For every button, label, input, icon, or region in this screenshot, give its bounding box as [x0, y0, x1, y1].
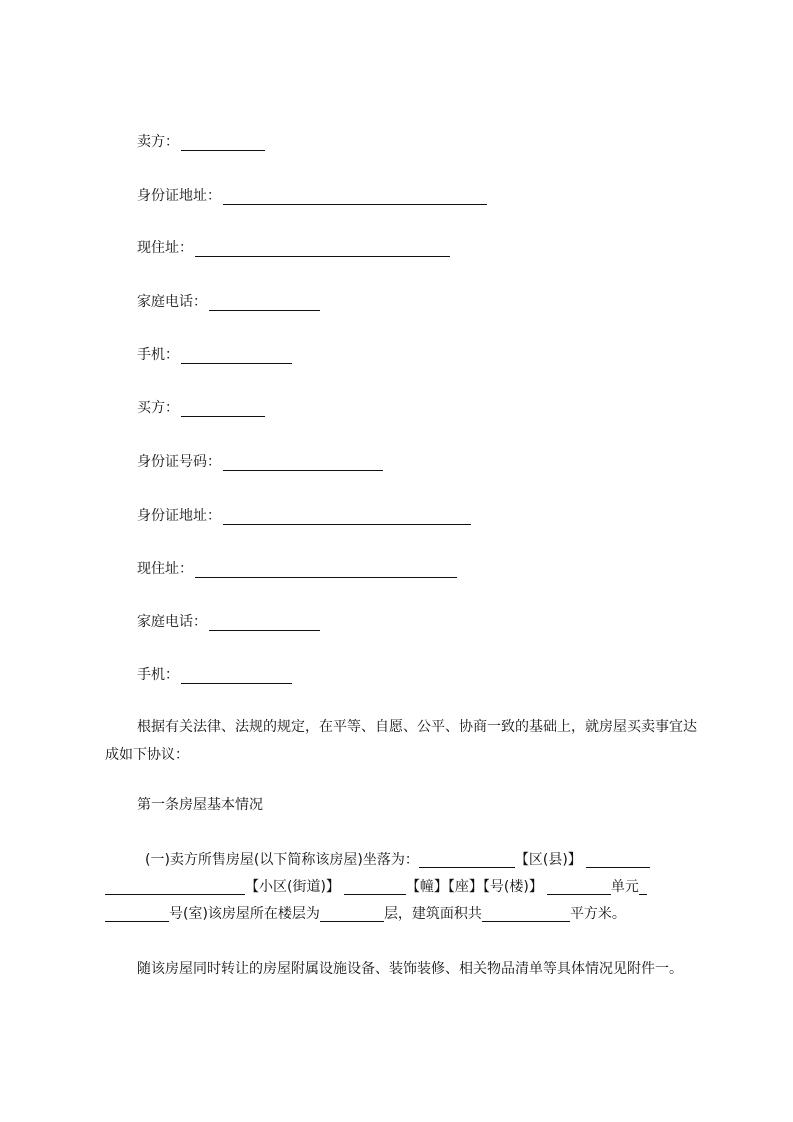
unit-trailing-blank[interactable] [639, 877, 647, 895]
seller-current-address-blank[interactable] [195, 238, 450, 257]
buyer-home-phone-blank[interactable] [209, 612, 320, 631]
unit-label: 单元 [610, 879, 639, 895]
buyer-mobile-blank[interactable] [181, 665, 292, 684]
floor-label: 层，建筑面积共 [383, 906, 482, 922]
buyer-id-number-field [137, 452, 383, 472]
buyer-id-address-label: 身份证地址： [137, 508, 221, 524]
seller-current-address-field [137, 238, 450, 258]
seller-home-phone-blank[interactable] [209, 292, 320, 311]
buyer-name-field [137, 398, 265, 418]
floor-blank[interactable] [320, 904, 384, 922]
buyer-name-label: 买方： [137, 400, 179, 416]
buyer-mobile-label: 手机： [137, 667, 179, 683]
buyer-name-blank[interactable] [181, 398, 265, 417]
location-prefix: (一)卖方所售房屋(以下简称该房屋)坐落为： [145, 852, 419, 868]
buyer-id-number-label: 身份证号码： [137, 454, 221, 470]
room-label: 号(室)该房屋所在楼层为 [169, 906, 320, 922]
community-blank-pre[interactable] [105, 877, 245, 895]
seller-name-blank[interactable] [181, 132, 265, 151]
community-label: 【小区(街道)】 [245, 879, 340, 895]
location-blank-1[interactable] [419, 850, 515, 868]
seller-mobile-label: 手机： [137, 347, 179, 363]
buyer-id-number-blank[interactable] [223, 452, 383, 471]
buyer-current-address-blank[interactable] [195, 559, 457, 578]
seller-id-address-blank[interactable] [223, 186, 487, 205]
area-unit-label: 平方米。 [569, 906, 626, 922]
building-label: 【幢】【座】【号(楼)】 [405, 879, 543, 895]
buyer-id-address-blank[interactable] [223, 506, 471, 525]
location-line-1 [145, 850, 650, 870]
intro-paragraph: 根据有关法律、法规的规定，在平等、自愿、公平、协商一致的基础上，就房屋买卖事宜达成如下协议： [105, 719, 697, 763]
district-label: 【区(县)】 [514, 852, 582, 868]
seller-mobile-field [137, 345, 292, 365]
seller-home-phone-field [137, 292, 320, 312]
seller-id-address-field [137, 186, 487, 206]
location-line-3 [105, 904, 626, 924]
buyer-current-address-field [137, 559, 457, 579]
area-blank[interactable] [482, 904, 570, 922]
property-location-paragraph [105, 850, 705, 930]
buyer-home-phone-field [137, 612, 320, 632]
building-blank-pre[interactable] [344, 877, 406, 895]
seller-current-address-label: 现住址： [137, 240, 193, 256]
unit-blank[interactable] [547, 877, 611, 895]
attachment-paragraph: 随该房屋同时转让的房屋附属设施设备、装饰装修、相关物品清单等具体情况见附件一。 [137, 961, 683, 977]
seller-name-field [137, 132, 265, 152]
room-blank[interactable] [105, 904, 169, 922]
seller-id-address-label: 身份证地址： [137, 188, 221, 204]
buyer-id-address-field [137, 506, 471, 526]
seller-mobile-blank[interactable] [181, 345, 292, 364]
buyer-home-phone-label: 家庭电话： [137, 614, 207, 630]
buyer-mobile-field [137, 665, 292, 685]
district-blank[interactable] [586, 850, 650, 868]
buyer-current-address-label: 现住址： [137, 561, 193, 577]
seller-name-label: 卖方： [137, 134, 179, 150]
location-line-2 [105, 877, 647, 897]
article-1-title: 第一条房屋基本情况 [137, 797, 263, 813]
seller-home-phone-label: 家庭电话： [137, 294, 207, 310]
